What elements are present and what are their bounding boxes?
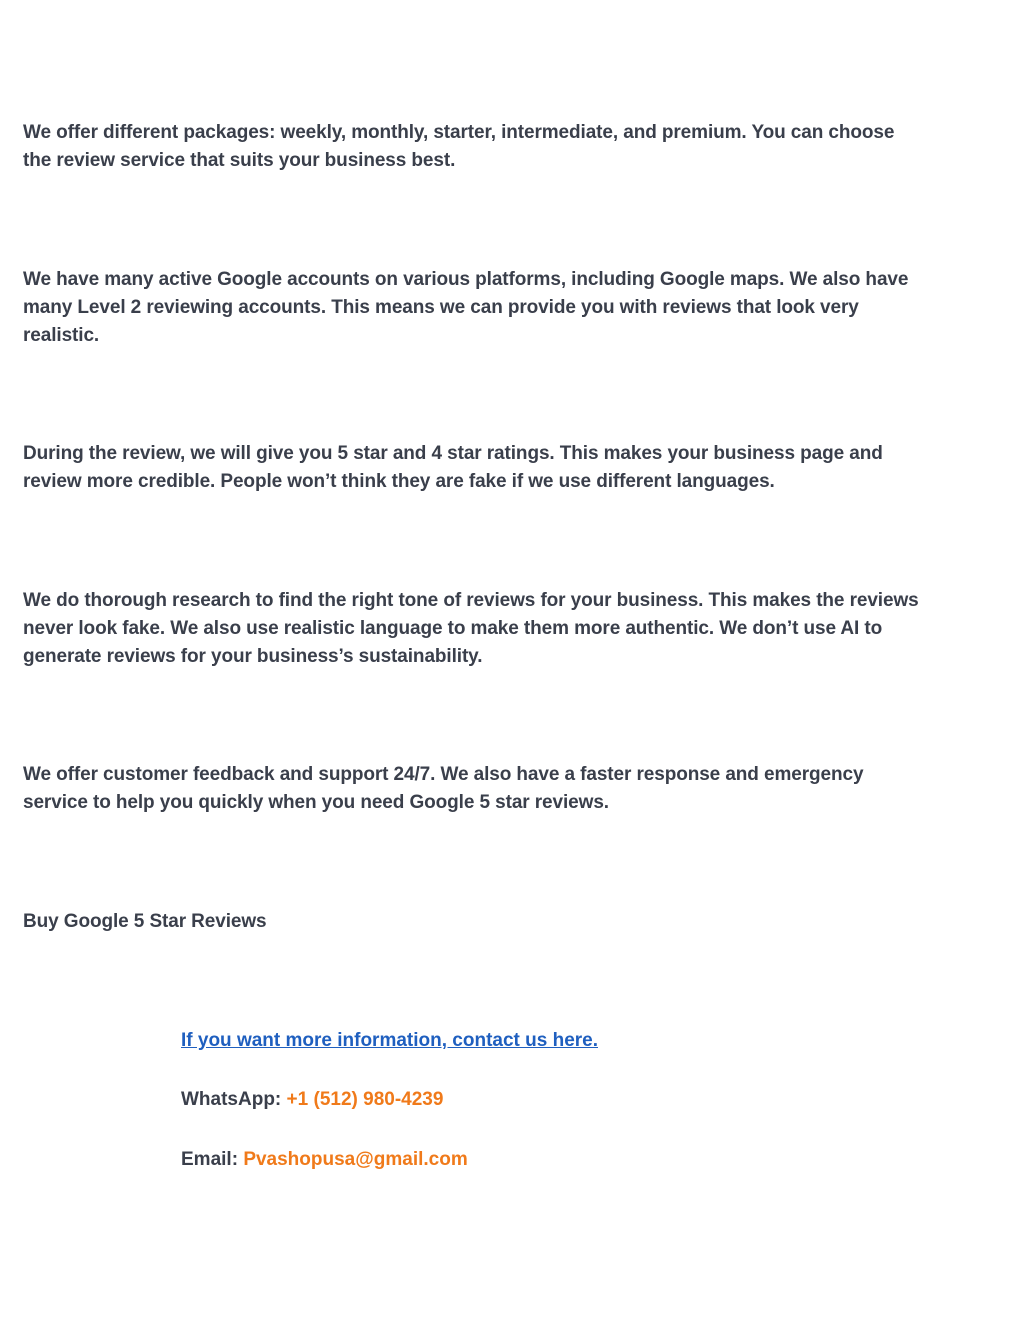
paragraph-packages: We offer different packages: weekly, monthly, starter, intermediate, and premium. You can choose the review service that suits your business best. bbox=[23, 122, 895, 171]
paragraph-accounts: We have many active Google accounts on various platforms, including Google maps. We also have many Level 2 reviewing accounts. This means we can provide you with reviews that look very realistic. bbox=[23, 269, 909, 346]
section-heading: Buy Google 5 Star Reviews bbox=[23, 911, 267, 932]
email-label: Email: bbox=[181, 1149, 239, 1170]
paragraph-support: We offer customer feedback and support 24/7. We also have a faster response and emergency service to help you quickly when you need Google 5 star reviews. bbox=[23, 764, 864, 813]
whatsapp-number[interactable]: +1 (512) 980-4239 bbox=[286, 1089, 444, 1110]
whatsapp-line bbox=[181, 1086, 443, 1114]
email-line bbox=[181, 1146, 468, 1174]
paragraph-ratings: During the review, we will give you 5 star and 4 star ratings. This makes your business page and review more credible. People won’t think they are fake if we use different languages. bbox=[23, 443, 883, 492]
email-address[interactable]: Pvashopusa@gmail.com bbox=[243, 1149, 468, 1170]
contact-link[interactable]: If you want more information, contact us here. bbox=[181, 1030, 598, 1051]
whatsapp-label: WhatsApp: bbox=[181, 1089, 282, 1110]
paragraph-research: We do thorough research to find the right tone of reviews for your business. This makes the reviews never look fake. We also use realistic language to make them more authentic. We don’t use AI to generate reviews for your business’s sustainability. bbox=[23, 590, 919, 667]
